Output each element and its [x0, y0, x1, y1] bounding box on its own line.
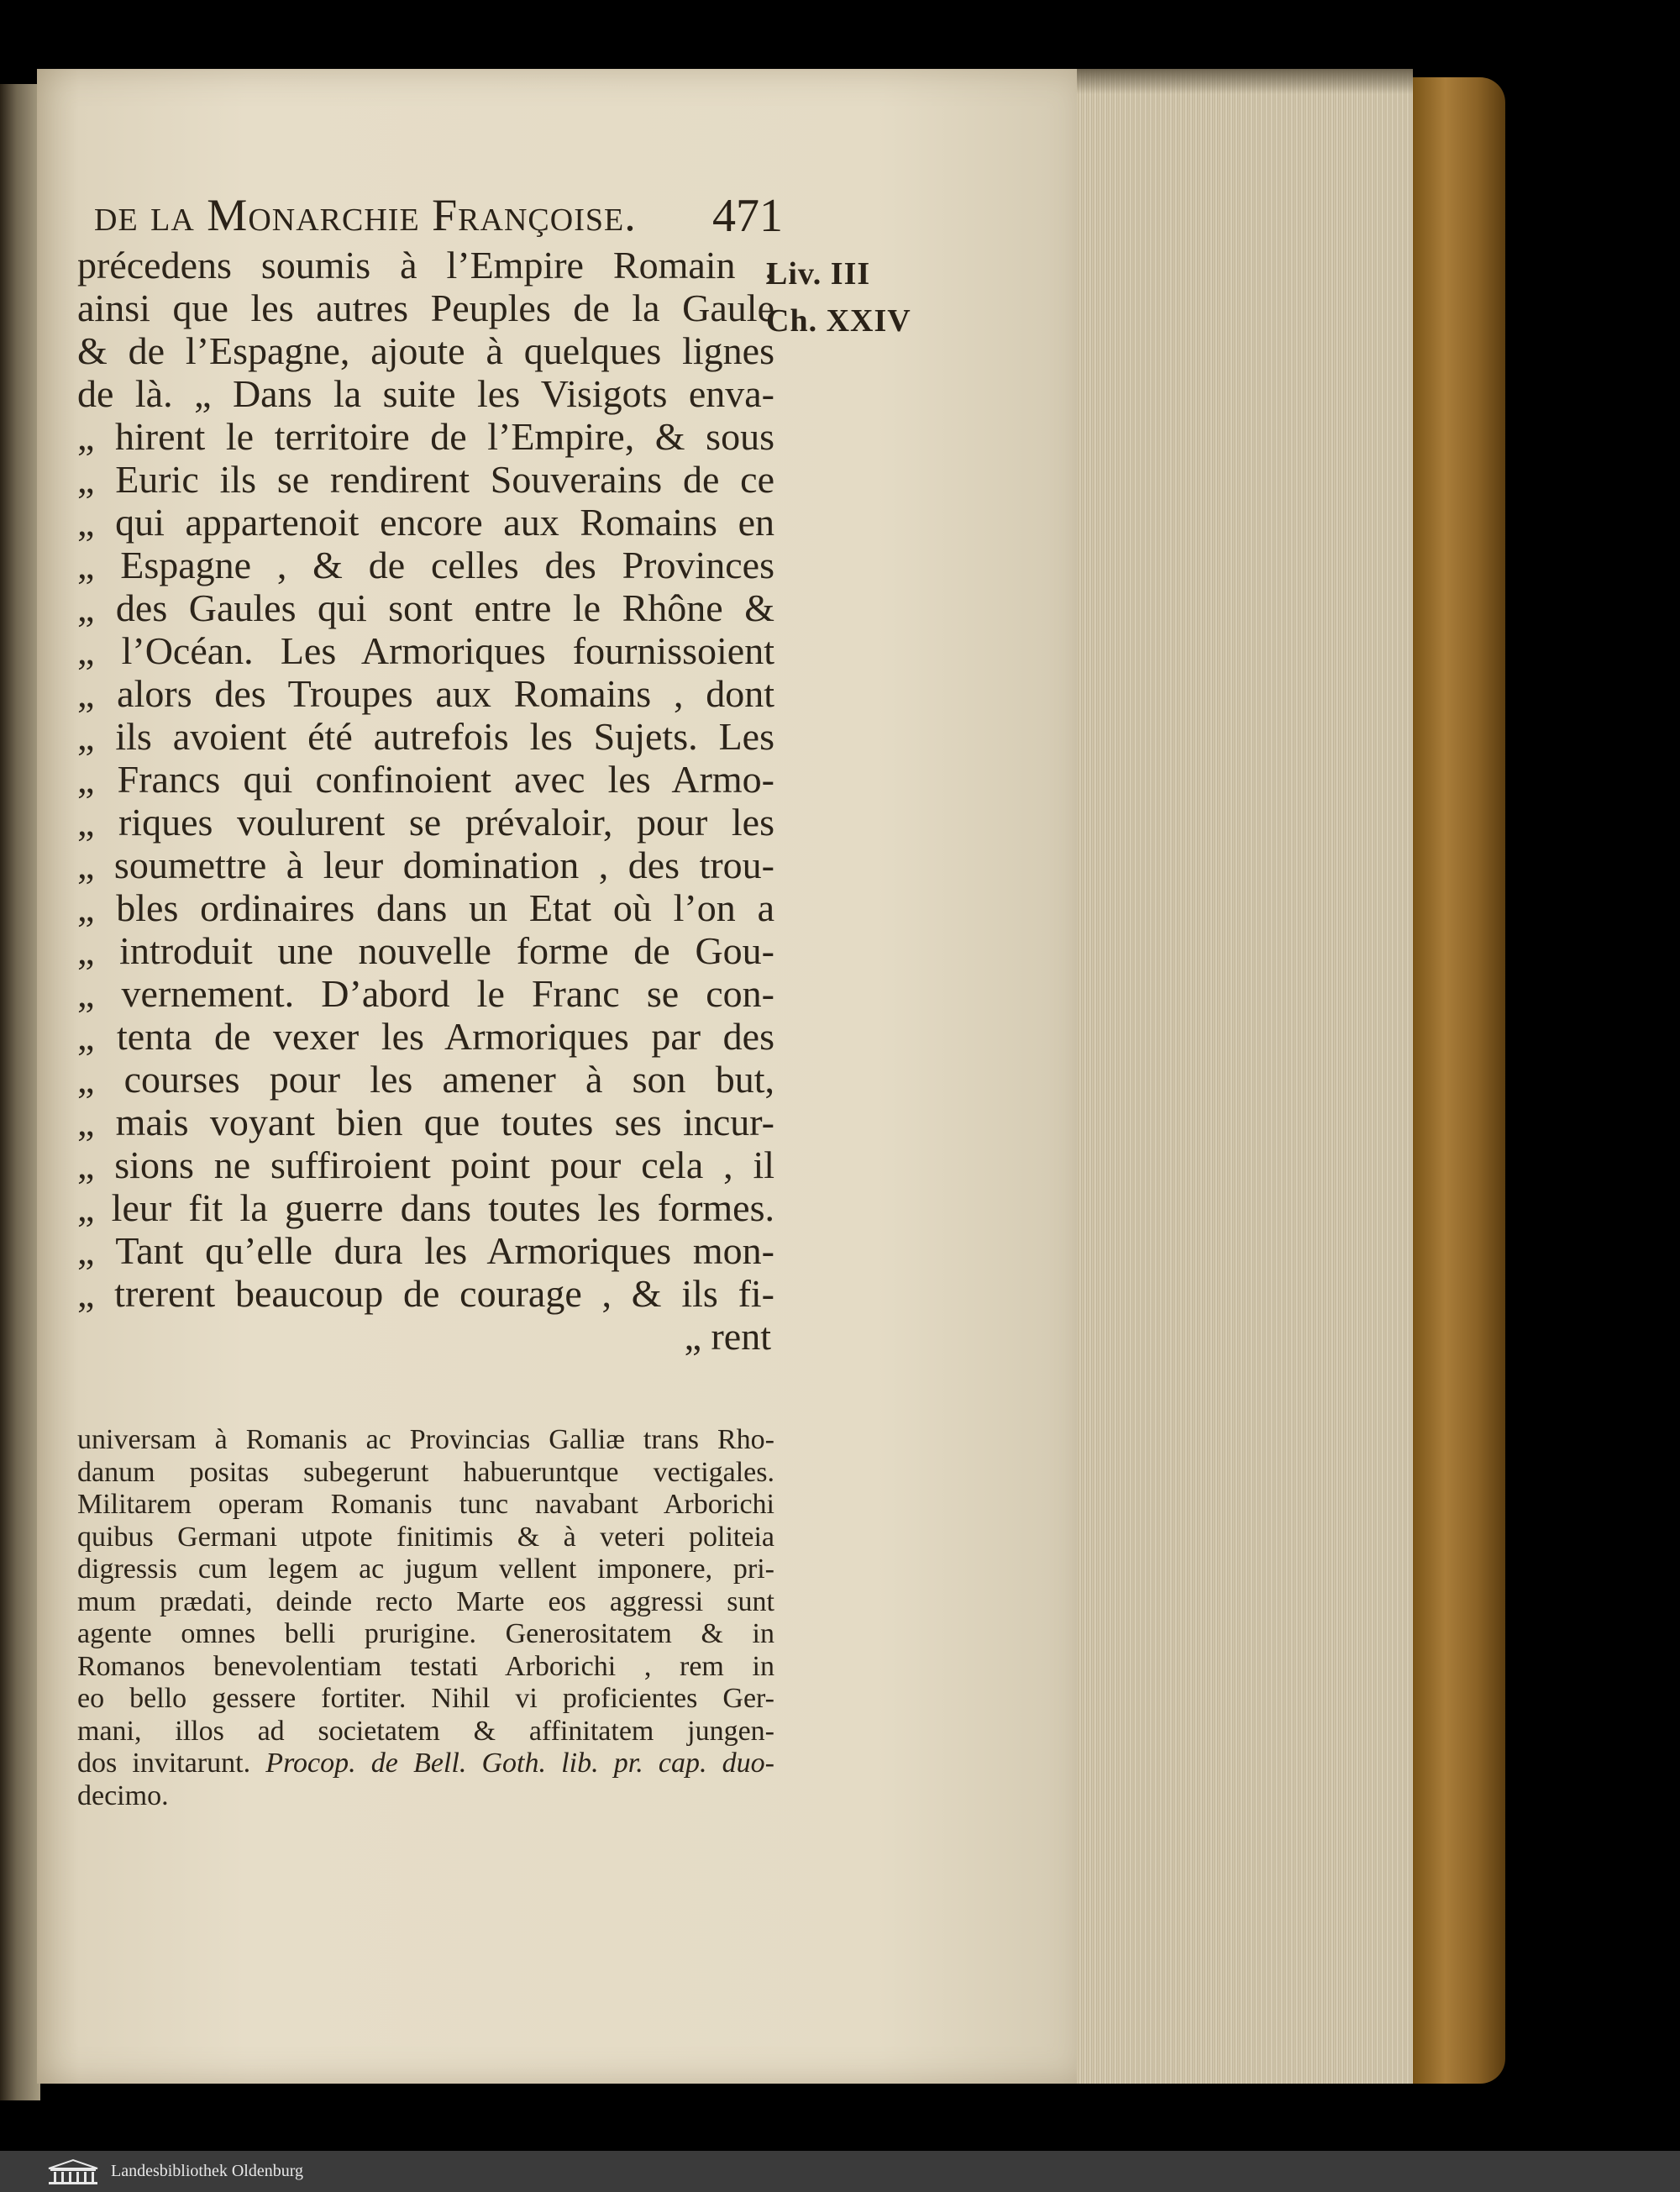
- institution-name: Landesbibliothek Oldenburg: [111, 2162, 304, 2180]
- body-line: „ des Gaules qui sont entre le Rhône &: [77, 586, 774, 629]
- page-block-edges: [1077, 69, 1413, 2084]
- body-line: „ sions ne suffiroient point pour cela , il: [77, 1143, 774, 1186]
- facing-page-edge: [0, 84, 40, 2100]
- body-line: „ alors des Troupes aux Romains , dont: [77, 672, 774, 715]
- body-line: & de l’Espagne, ajoute à quelques lignes: [77, 329, 774, 372]
- footnote-line: universam à Romanis ac Provincias Galliæ trans Rho-: [77, 1424, 774, 1455]
- body-line: „ vernement. D’abord le Franc se con-: [77, 972, 774, 1015]
- footnote-line: mani, illos ad societatem & affinitatem jungen-: [77, 1715, 774, 1747]
- footnote-reference: Procop. de Bell. Goth. lib. pr. cap. duo-: [265, 1748, 774, 1779]
- body-line: „ bles ordinaires dans un Etat où l’on a: [77, 886, 774, 929]
- body-text: [77, 244, 774, 1358]
- body-line: „ Francs qui confinoient avec les Armo-: [77, 758, 774, 801]
- body-line: „ courses pour les amener à son but,: [77, 1058, 774, 1101]
- body-line: „ soumettre à leur domination , des trou-: [77, 844, 774, 886]
- footnote-line: danum positas subegerunt habueruntque vectigales.: [77, 1456, 774, 1488]
- body-line: „ riques voulurent se prévaloir, pour les: [77, 801, 774, 844]
- margin-note-chapter: Ch. XXIV: [766, 303, 911, 339]
- margin-note-book: Liv. III: [766, 256, 871, 292]
- body-line: „ Espagne , & de celles des Provinces: [77, 544, 774, 586]
- body-line: „ l’Océan. Les Armoriques fournissoient: [77, 629, 774, 672]
- footnote: [77, 1424, 774, 1812]
- body-line: „ ils avoient été autrefois les Sujets. Les: [77, 715, 774, 758]
- footer-bar: [0, 2151, 1680, 2192]
- page-block-shadow: [1077, 69, 1413, 94]
- body-line: „ introduit une nouvelle forme de Gou-: [77, 929, 774, 972]
- footnote-line: Romanos benevolentiam testati Arborichi , rem in: [77, 1650, 774, 1682]
- footnote-line: agente omnes belli prurigine. Generositatem & in: [77, 1618, 774, 1649]
- body-line: „ trerent beaucoup de courage , & ils fi-: [77, 1272, 774, 1315]
- footnote-line: digressis cum legem ac jugum vellent imponere, pri-: [77, 1553, 774, 1585]
- body-line: ainsi que les autres Peuples de la Gaule: [77, 286, 774, 329]
- footnote-line: Militarem operam Romanis tunc navabant Arborichi: [77, 1489, 774, 1520]
- body-line: „ Euric ils se rendirent Souverains de ce: [77, 458, 774, 501]
- footnote-line: quibus Germani utpote finitimis & à veteri politeia: [77, 1521, 774, 1553]
- page-number: 471: [712, 190, 783, 242]
- body-line: „ Tant qu’elle dura les Armoriques mon-: [77, 1229, 774, 1272]
- footnote-line: decimo.: [77, 1779, 169, 1811]
- body-line: „ qui appartenoit encore aux Romains en: [77, 501, 774, 544]
- library-building-icon: [44, 2158, 102, 2186]
- footnote-line-citation: [77, 1748, 774, 1780]
- footnote-line: mum prædati, deinde recto Marte eos aggressi sunt: [77, 1585, 774, 1617]
- footnote-line: eo bello gessere fortiter. Nihil vi proficientes Ger-: [77, 1683, 774, 1714]
- footnote-text: dos invitarunt.: [77, 1748, 251, 1779]
- body-line: précedens soumis à l’Empire Romain ,: [77, 244, 774, 286]
- body-line: „ leur fit la guerre dans toutes les formes.: [77, 1186, 774, 1229]
- body-line: „ tenta de vexer les Armoriques par des: [77, 1015, 774, 1058]
- body-line: de là. „ Dans la suite les Visigots enva-: [77, 372, 774, 415]
- body-line: „ mais voyant bien que toutes ses incur-: [77, 1101, 774, 1143]
- catchword: „ rent: [684, 1315, 771, 1358]
- leather-cover: [1413, 77, 1505, 2084]
- body-line: „ hirent le territoire de l’Empire, & sous: [77, 415, 774, 458]
- margin-note: [766, 250, 911, 344]
- running-head: de la Monarchie Françoise.: [94, 190, 637, 240]
